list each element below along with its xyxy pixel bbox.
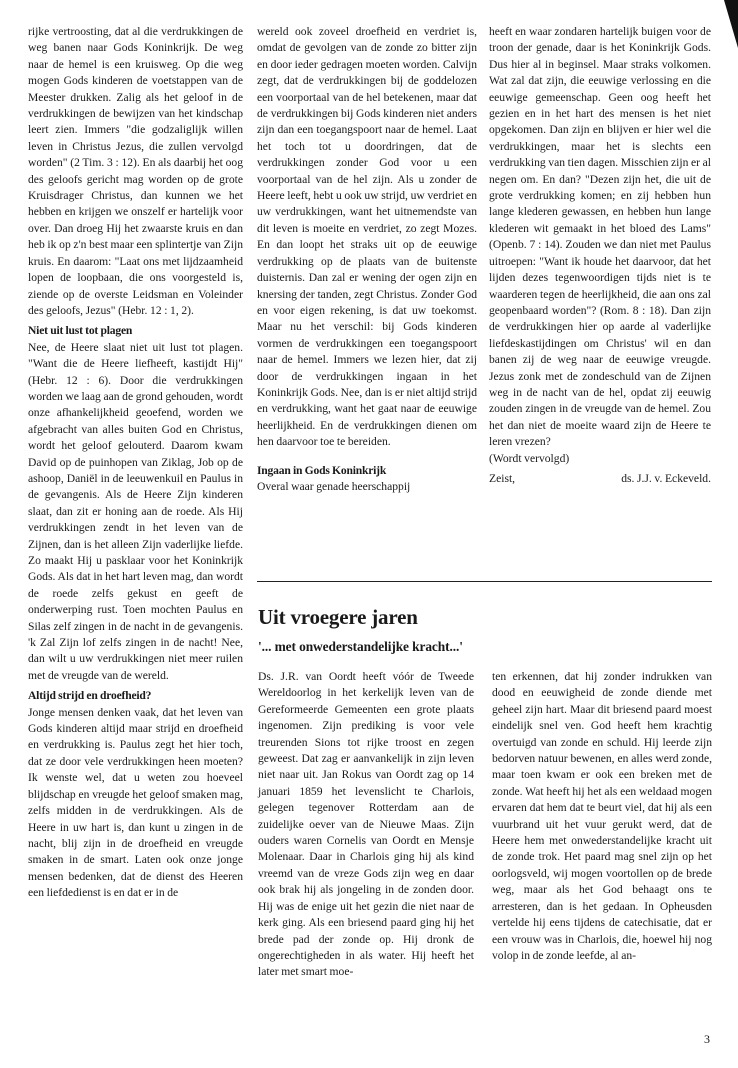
to-be-continued: (Wordt vervolgd) (489, 451, 570, 465)
article-column-3 (489, 24, 711, 487)
section-column-1 (258, 669, 474, 981)
section-paragraph: ten erkennen, dat hij zonder indrukken van dood en eeuwigheid de zonde diende met geheel zijn hart. Maar dit briesend paard moest eindelijk snel ven. God heeft hem krachtig overtuigd van zonde en schuld. Hij leerde zijn bedorven natuur bewenen, en alles werd zonde, maar toen kwam er ook een breken met de zonde. Wat heeft hij het als een weldaad mogen ervaren dat hem dat te beurt viel, dat hij als een vuurbrand uit het vuur gerukt werd, dat de Heere hem met onwederstandelijke kracht uit de zonde trok. Het paard mag snel zijn op het oorlogsveld, wij mogen voortollen op de brede weg, maar als het God behaagt ons te arresteren, dan is het gedaan. In Opheusden vertelde hij eens tijdens de catechisatie, dat er een vrouw was in Charlois, die, hoewel hij nog volop in de zonde leefde, al an- (492, 670, 712, 962)
section-title: Uit vroegere jaren (258, 605, 418, 629)
signature-author: ds. J.J. v. Eckeveld. (621, 471, 711, 485)
page-number: 3 (704, 1032, 710, 1046)
signature-place: Zeist, (489, 471, 516, 485)
section-heading: Altijd strijd en droefheid? (28, 689, 152, 703)
article-paragraph: Overal waar genade heerschappij (257, 479, 411, 493)
article-paragraph: rijke vertroosting, dat al die verdrukkingen de weg banen naar Gods Koninkrijk. De weg naar de hemel is een kruisweg. Op die weg mogen Gods kinderen de voetstappen van de Meester drukken. Zalig als het geloof in de verdrukkingen de bewijzen van het kindschap leert zien. Immers "die godzaliglijk willen leven in Christus Jezus, die zullen vervolgd worden" (2 Tim. 3 : 12). En als daarbij het oog des geloofs gericht mag worden op de grote Kruisdrager Christus, dan kunnen we het hebben en krijgen we onszelf er hartelijk voor over. Dan droeg Hij het zwaarste kruis en dan heb ik op z'n best maar een splintertje van Zijn kruis. En daarom: "Laat ons met lijdzaamheid lopen de loopbaan, die ons voorgesteld is, ziende op de overste Leidsman en Voleinder des geloofs, Jezus" (Hebr. 12 : 1, 2). (28, 25, 243, 317)
article-column-2 (257, 24, 477, 495)
article-paragraph: Nee, de Heere slaat niet uit lust tot plagen. "Want die de Heere liefheeft, kastijdt Hij" (Hebr. 12 : 6). Door die verdrukkingen worden we laag aan de grond gehouden, wordt onze afhankelijkheid geoefend, worden we afgebracht van alles buiten God en Christus, wordt het geloof gelouterd. Daarom kwam David op de puinhopen van Ziklag, Job op de ashoop, Daniël in de leeuwenkuil en Paulus in de gevangenis. Als de Heere Zijn kinderen slaat, dan zit er honing aan de roede. Als Hij verdrukkingen zendt in het leven van de Zijnen, dan is het alleen Zijn vaderlijke liefde. Zo maakt Hij u pasklaar voor het Koninkrijk Gods. Als dat in het hart leven mag, dan wordt de roede zelfs gekust en geeft de onderwerping rust. Toen mochten Paulus en Silas zelf zingen in de nacht in de gevangenis. 'k Zal Zijn lof zelfs zingen in de nacht! Nee, dan wilt u uw verdrukkingen niet meer ruilen met de vreugde van de wereld. (28, 340, 243, 682)
article-paragraph: wereld ook zoveel droefheid en verdriet is, omdat de gevolgen van de zonde zo bitter zijn en door ieder gedragen moeten worden. Calvijn zegt, dat de verdrukkingen bij de goddelozen een voorportaal van de hel betekenen, maar dat de verdrukkingen bij Gods kinderen niet anders zijn dan een toegangspoort naar de hemel. Laat het toch tot u doordringen, dat de verdrukkingen zonder God voor u een voorportaal van de hel zijn. Als u zonder de Heere leeft, hebt u ook uw strijd, uw verdriet en uw verdrukkingen, want het uitnemendste van dit leven is moeite en verdriet, zo zegt Mozes. En dan loopt het straks uit op de eeuwige verdrukking op de plaats van de buitenste duisternis. Dan zal er wening der ogen zijn en knersing der tanden, zegt Christus. Zonder God en voor eigen rekening, is dat uw toekomst. Maar nu het verschil: bij Gods kinderen vormen de verdrukkingen een toegangspoort naar de hemel. Immers we lezen hier, dat zij door de verdrukkingen ingaan in het Koninkrijk Gods. Nee, dan is er niet altijd strijd en verdrukking, want het gaat naar de eeuwige heerlijkheid. En de verdrukkingen dienen om hen daarvoor toe te bereiden. (257, 25, 477, 449)
article-column-1 (28, 24, 243, 902)
section-subtitle: '... met onwederstandelijke kracht...' (258, 639, 463, 654)
signature-line (489, 471, 711, 487)
section-heading: Ingaan in Gods Koninkrijk (257, 463, 387, 477)
section-column-2 (492, 669, 712, 964)
corner-tab (724, 0, 738, 48)
article-paragraph: Jonge mensen denken vaak, dat het leven van Gods kinderen altijd maar strijd en droefheid en verdrukking is. Paulus zegt het hier toch, dat ze door vele verdrukkingen heen moeten? Ik wenste wel, dat u weten zou hoeveel blijdschap en vreugde het geloof smaken mag, zelfs midden in de verdrukkingen. Als de Heere in uw hart is, dan kunt u zingen in de nacht, blij zijn in de droefheid en vreugde smaken in de smart. Laten ook onze jonge mensen bedenken, dat de dienst des Heeren een liefdedienst is en dat er in de (28, 705, 243, 900)
section-heading: Niet uit lust tot plagen (28, 324, 133, 338)
section-paragraph: Ds. J.R. van Oordt heeft vóór de Tweede Wereldoorlog in het kerkelijk leven van de Gereformeerde Gemeenten een grote plaats ingenomen. Zijn prediking is voor vele treurenden Sions tot rijke troost en zegen geweest. Dat zag er aanvankelijk in zijn leven niet naar uit. Jan Rokus van Oordt zag op 14 januari 1859 het levenslicht te Charlois, gelegen tegenover Rotterdam aan de zuidelijke oever van de Nieuwe Maas. Zijn ouders waren Cornelis van Oordt en Mensje Molenaar. Daar in Charlois ging hij als kind vreemd van de vreze Gods zijn weg en daar ook brak hij als jongeling in de zonden door. Hij was de enige uit het gezin die niet naar de kerk ging. Als een briesend paard ging hij het brede pad der zonde op. Hij dronk de ongerechtigheden in als water. Hij heeft het later met smart moe- (258, 670, 474, 979)
article-paragraph: heeft en waar zondaren hartelijk buigen voor de troon der genade, daar is het Koninkrijk Gods. Dus hier al in beginsel. Maar straks volkomen. Wat zal dat zijn, die eeuwige verlossing en die eeuwige gemeenschap. Geen oog heeft het gezien en in het hart des mensen is het niet opgekomen. Dan zijn en blijven er hier wel die verdrukkingen, maar het is slechts een verdrukking van tien dagen. Misschien zijn er al negen om. En dan? "Dezen zijn het, die uit de grote verdrukking komen; en zij hebben hun lange klederen gewassen, en hebben hun lange klederen wit gemaakt in het bloed des Lams" (Openb. 7 : 14). Zouden we dan niet met Paulus uitroepen: "Want ik houde het daarvoor, dat het lijden dezes tegenwoordigen tijds niet is te waarderen tegen de heerlijkheid, die aan ons zal geopenbaard worden"? (Rom. 8 : 18). Dan zijn de verdrukkingen hier op aarde al vaderlijke liefdeskastijdingen om Christus' wil en dan banen zij de weg naar de eeuwige vreugde. Jezus zonk met de zondeschuld van de Zijnen weg in de nacht van de hel, opdat zij eeuwig zouden zingen in de vreugde van de hemel. Zou het dan niet de moeite waard zijn de Heere te leren vrezen? (489, 25, 711, 449)
section-divider (257, 581, 712, 582)
